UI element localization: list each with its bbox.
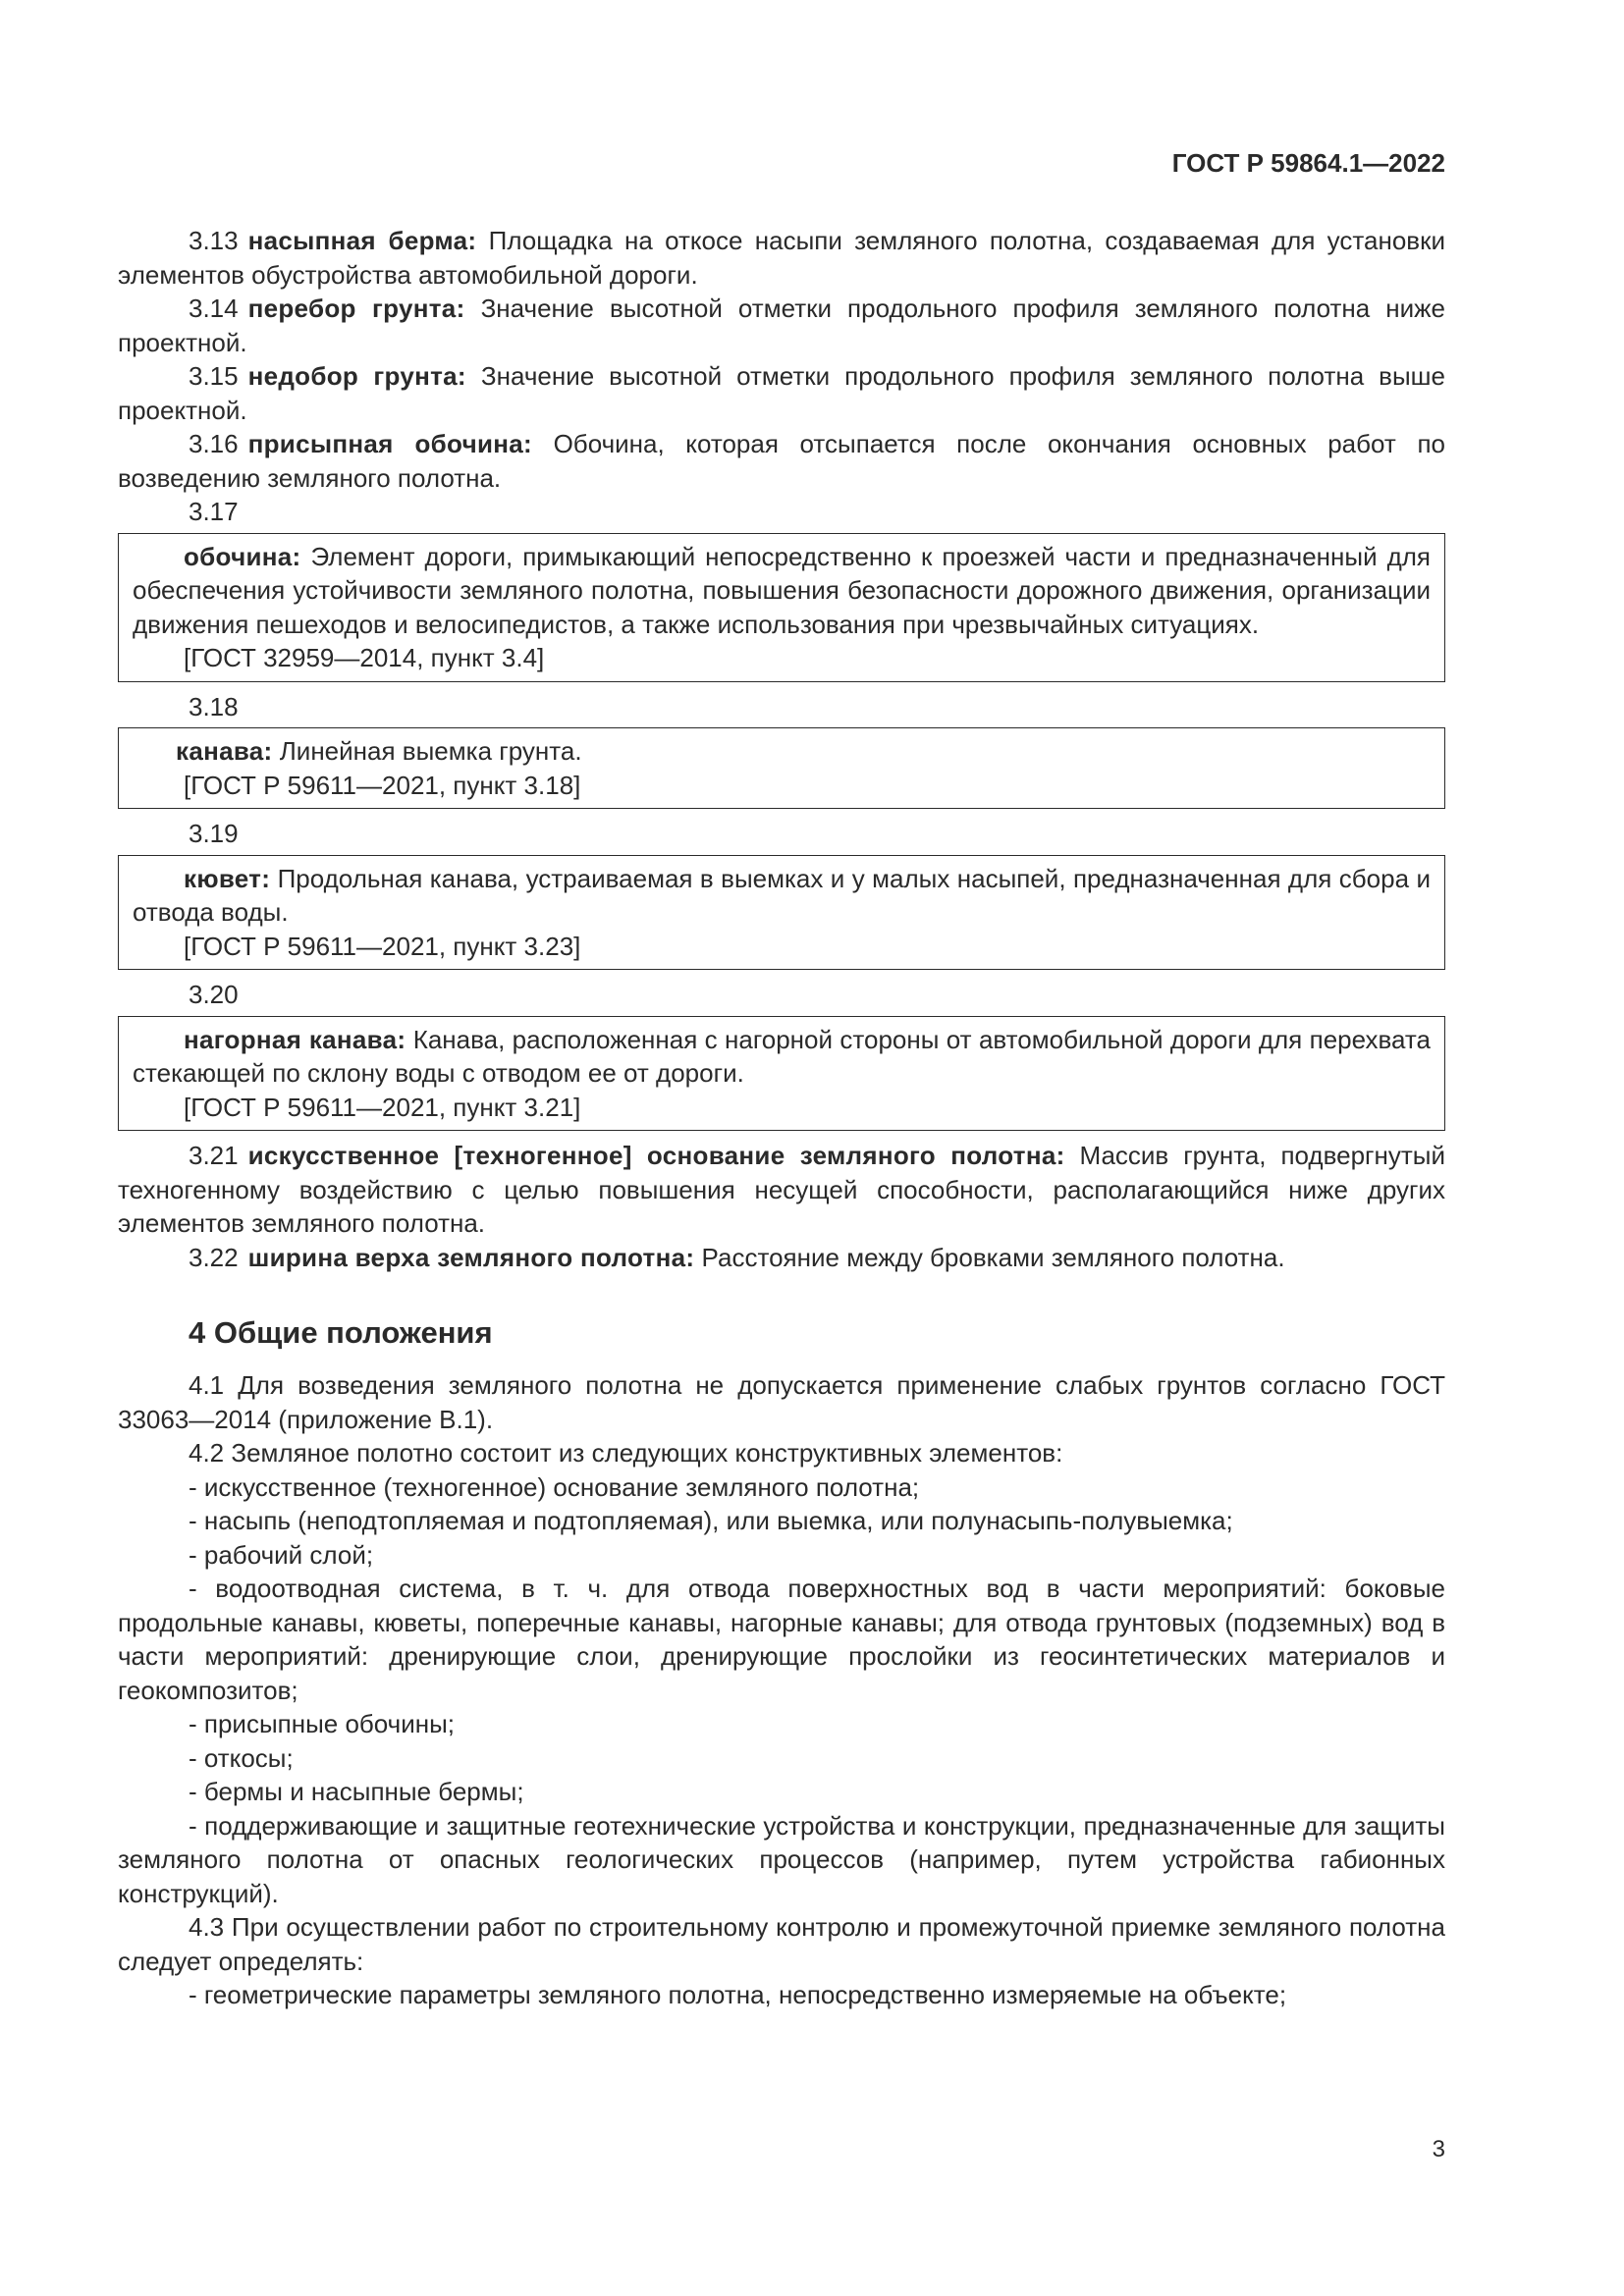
- term-3-14: [118, 292, 1445, 359]
- list-item: - насыпь (неподтопляемая и подтопляемая), или выемка, или полунасыпь-полувыемка;: [189, 1506, 1233, 1535]
- term-definition-block: [133, 1023, 1431, 1091]
- term-name: кювет:: [184, 863, 271, 893]
- term-number: 3.14: [189, 294, 239, 323]
- term-reference: [ГОСТ Р 59611—2021, пункт 3.21]: [184, 1092, 581, 1122]
- paragraph-4-2: 4.2 Земляное полотно состоит из следующих конструктивных элементов:: [189, 1438, 1063, 1468]
- term-number: 3.13: [189, 226, 239, 255]
- term-name: насыпная берма:: [247, 226, 477, 255]
- term-definition: Линейная выемка грунта.: [279, 736, 582, 766]
- term-name: недобор грунта:: [247, 361, 466, 391]
- term-definition: Продольная канава, устраиваемая в выемках и у малых насыпей, предназначенная для сбора и отвода воды.: [133, 863, 1431, 927]
- term-3-22: [118, 1241, 1445, 1275]
- term-definition: Массив грунта, подвергнутый техногенному воздействию с целью повышения несущей способности, располагающийся ниже других элементов земляного полотна.: [118, 1141, 1445, 1238]
- term-number-3-18: 3.18: [189, 691, 239, 721]
- framed-term-3-17: [118, 533, 1445, 682]
- term-reference: [ГОСТ Р 59611—2021, пункт 3.18]: [184, 770, 581, 800]
- framed-term-3-18: [118, 727, 1445, 809]
- term-definition: Канава, расположенная с нагорной стороны от автомобильной дороги для перехвата стекающей по склону воды с отводом ее от дороги.: [133, 1024, 1431, 1088]
- term-number: 3.22: [189, 1242, 239, 1272]
- section-heading: 4 Общие положения: [189, 1315, 493, 1350]
- term-number-3-17: 3.17: [189, 497, 239, 526]
- term-definition-block: [133, 540, 1431, 642]
- term-name: канава:: [176, 736, 273, 766]
- paragraph-4-3: 4.3 При осуществлении работ по строительному контролю и промежуточной приемке земляного полотна следует определять:: [118, 1912, 1445, 1976]
- term-3-15: [118, 359, 1445, 427]
- term-3-16: [118, 427, 1445, 495]
- document-code: ГОСТ Р 59864.1—2022: [1171, 148, 1445, 178]
- framed-term-3-19: [118, 855, 1445, 971]
- term-3-13: [118, 224, 1445, 292]
- list-item: - рабочий слой;: [189, 1539, 374, 1570]
- term-definition: Значение высотной отметки продольного профиля земляного полотна ниже проектной.: [118, 294, 1445, 357]
- term-definition: Расстояние между бровками земляного полотна.: [701, 1242, 1285, 1272]
- term-number: 3.16: [189, 429, 239, 458]
- term-name: перебор грунта:: [247, 294, 465, 323]
- term-definition: Площадка на откосе насыпи земляного полотна, создаваемая для установки элементов обустройства автомобильной дороги.: [118, 226, 1445, 290]
- framed-term-3-20: [118, 1016, 1445, 1132]
- term-name: обочина:: [184, 541, 301, 571]
- list-item: - откосы;: [189, 1742, 294, 1773]
- term-number: 3.15: [189, 361, 239, 391]
- list-item: - искусственное (техногенное) основание земляного полотна;: [189, 1471, 920, 1502]
- term-name: присыпная обочина:: [247, 429, 532, 458]
- document-body: [118, 224, 1445, 2012]
- paragraph-4-1: 4.1 Для возведения земляного полотна не допускается применение слабых грунтов согласно ГОСТ 33063—2014 (приложение В.1).: [118, 1370, 1445, 1434]
- term-name: нагорная канава:: [184, 1024, 406, 1054]
- term-number-3-19: 3.19: [189, 819, 239, 848]
- term-definition-block: [133, 734, 1431, 769]
- list-item: - геометрические параметры земляного полотна, непосредственно измеряемые на объекте;: [189, 1980, 1287, 2009]
- term-reference: [ГОСТ Р 59611—2021, пункт 3.23]: [184, 931, 581, 961]
- list-item: - водоотводная система, в т. ч. для отвода поверхностных вод в части мероприятий: боковые продольные канавы, кюветы, поперечные канавы, нагорные канавы; для отвода грунтовых (подземных) вод в части мероприятий: дренирующие слои, дренирующие прослойки из геосинтетических материалов и геокомпозитов;: [118, 1574, 1445, 1705]
- term-reference: [ГОСТ 32959—2014, пункт 3.4]: [184, 643, 545, 672]
- list-item: - поддерживающие и защитные геотехнические устройства и конструкции, предназначенные для защиты земляного полотна от опасных геологических процессов (например, путем устройства габионных конструкций).: [118, 1810, 1445, 1908]
- term-number-3-20: 3.20: [189, 980, 239, 1009]
- list-item: - бермы и насыпные бермы;: [189, 1777, 524, 1806]
- page-number: 3: [1432, 2136, 1445, 2163]
- term-number: 3.21: [189, 1141, 239, 1170]
- term-definition-block: [133, 862, 1431, 930]
- term-definition: Обочина, которая отсыпается после окончания основных работ по возведению земляного полотна.: [118, 429, 1445, 493]
- term-definition: Значение высотной отметки продольного профиля земляного полотна выше проектной.: [118, 361, 1445, 425]
- term-3-21: [118, 1139, 1445, 1241]
- list-item: - присыпные обочины;: [189, 1709, 456, 1738]
- term-name: ширина верха земляного полотна:: [247, 1242, 695, 1272]
- term-name: искусственное [техногенное] основание земляного полотна:: [247, 1141, 1065, 1170]
- term-definition: Элемент дороги, примыкающий непосредственно к проезжей части и предназначенный для обеспечения устойчивости земляного полотна, повышения безопасности дорожного движения, организации движения пешеходов и велосипедистов, а также использования при чрезвычайных ситуациях.: [133, 541, 1431, 639]
